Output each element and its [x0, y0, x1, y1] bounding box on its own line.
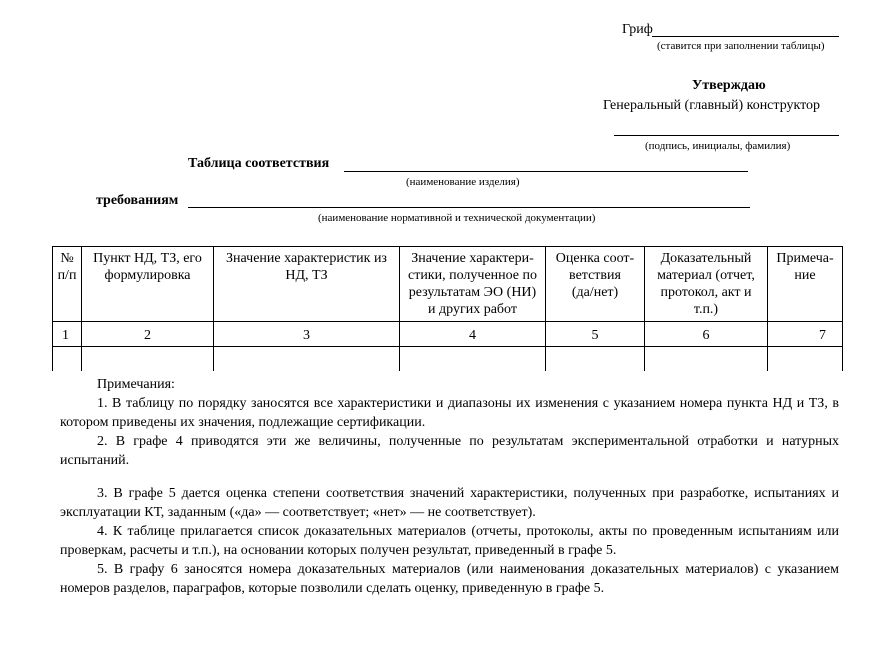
column-number: 7: [768, 322, 843, 347]
documentation-caption: (наименование нормативной и технической документации): [318, 212, 596, 224]
empty-cell: [768, 347, 843, 371]
column-number: 2: [82, 322, 214, 347]
note-item: 4. К таблице прилагается список доказательных материалов (отчеты, протоколы, акты по проведенным испытаниям или проверкам, расчеты и т.п.), на основании которых получен результат, приведенный в графе 5.: [60, 524, 839, 558]
column-number: 5: [546, 322, 645, 347]
documentation-line: [188, 207, 750, 208]
signature-caption: (подпись, инициалы, фамилия): [645, 140, 791, 152]
header-cell-clause: Пункт НД, ТЗ, его формулировка: [82, 247, 214, 322]
product-name-line: [344, 171, 748, 172]
grif-label: Гриф: [622, 22, 653, 37]
column-number: 1: [53, 322, 82, 347]
empty-cell: [645, 347, 768, 371]
grif-caption: (ставится при заполнении таблицы): [657, 40, 825, 52]
header-cell-evidence: Доказательный материал (отчет, протокол, акт и т.п.): [645, 247, 768, 322]
requirements-label: требованиям: [96, 193, 179, 208]
notes-section: [60, 375, 839, 598]
note-item: 2. В графе 4 приводятся эти же величины, полученные по результатам экспериментальной отработки и натурных испытаний.: [60, 434, 839, 468]
note-item: 1. В таблицу по порядку заносятся все характеристики и диапазоны их изменения с указанием номера пункта НД и ТЗ, в котором приведены их значения, подлежащие сертификации.: [60, 396, 839, 430]
empty-data-row: [53, 347, 843, 371]
product-name-caption: (наименование изделия): [406, 176, 520, 188]
note-item: 5. В графу 6 заносятся номера доказательных материалов (или наименования доказательных материалов) с указанием номеров разделов, параграфов, которые позволили сделать оценку, приведенную в графе 5.: [60, 562, 839, 596]
table-title-label: Таблица соответствия: [188, 156, 330, 171]
approval-title: Утверждаю: [692, 78, 766, 93]
empty-cell: [82, 347, 214, 371]
column-number: 6: [645, 322, 768, 347]
column-number: 3: [214, 322, 400, 347]
header-cell-required-value: Значение характеристик из НД, ТЗ: [214, 247, 400, 322]
grif-line: [652, 36, 839, 37]
compliance-table: [52, 246, 843, 371]
empty-cell: [546, 347, 645, 371]
notes-title: Примечания:: [97, 377, 175, 392]
column-number-row: [53, 322, 843, 347]
header-cell-number: № п/п: [53, 247, 82, 322]
table-header-row: [53, 247, 843, 322]
note-item: 3. В графе 5 дается оценка степени соответствия значений характеристики, полученных при разработке, испытаниях и эксплуатации КТ, заданным («да» — соответствует; «нет» — не соответствует).: [60, 486, 839, 520]
header-cell-note: Примеча- ние: [768, 247, 843, 322]
column-number: 4: [400, 322, 546, 347]
empty-cell: [214, 347, 400, 371]
header-cell-assessment: Оценка соот- ветствия (да/нет): [546, 247, 645, 322]
approval-position: Генеральный (главный) конструктор: [603, 98, 821, 113]
signature-line: [614, 135, 839, 136]
empty-cell: [53, 347, 82, 371]
header-cell-obtained-value: Значение характери- стики, полученное по результатам ЭО (НИ) и других работ: [400, 247, 546, 322]
empty-cell: [400, 347, 546, 371]
